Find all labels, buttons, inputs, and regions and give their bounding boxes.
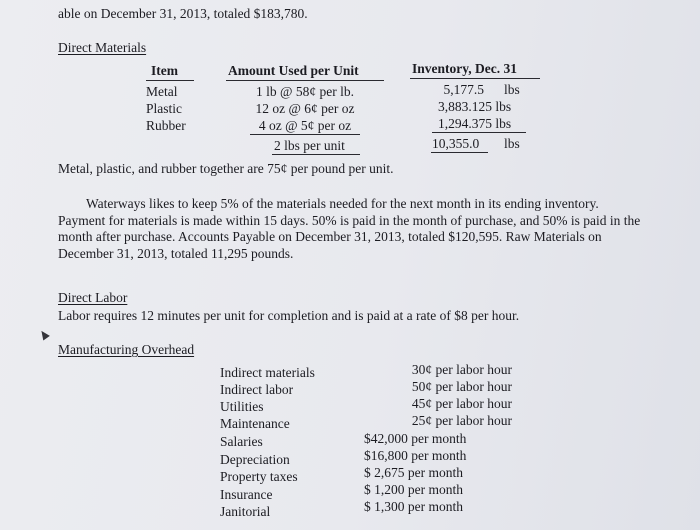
overhead-rate-maintenance: 25¢ per labor hour — [411, 413, 512, 428]
materials-paragraph: Waterways likes to keep 5% of the materials needed for the next month in its ending inventory. Payment for materials is made within 15 days. 50% is paid in the month of purchase, and 50% is paid in the month after purchase. Accounts Payable on December 31, 2013, totaled $120,595. Raw Materials on December 31, 2013, totaled 11,295 pounds. — [58, 196, 641, 261]
amount-metal: 1 lb @ 58¢ per lb. — [256, 84, 354, 99]
inventory-metal-unit: lbs — [504, 82, 520, 97]
direct-materials-heading: Direct Materials — [58, 40, 147, 55]
col-item-underline — [146, 80, 194, 81]
overhead-rate-salaries: $42,000 per month — [364, 431, 467, 446]
item-rubber: Rubber — [146, 118, 186, 133]
inventory-rubber: 1,294.375 lbs — [438, 116, 512, 131]
overhead-rate-property-taxes: $ 2,675 per month — [364, 465, 463, 480]
overhead-rate-depreciation: $16,800 per month — [364, 448, 467, 463]
col-inventory-underline — [410, 78, 540, 79]
overhead-rate-indirect-labor: 50¢ per labor hour — [411, 379, 512, 394]
top-line: able on December 31, 2013, totaled $183,780. — [58, 6, 308, 21]
overhead-label-insurance: Insurance — [220, 487, 273, 502]
overhead-rate-utilities: 45¢ per labor hour — [411, 396, 512, 411]
direct-labor-heading: Direct Labor — [58, 290, 128, 305]
col-amount-header: Amount Used per Unit — [228, 63, 359, 78]
overhead-rate-indirect-materials: 30¢ per labor hour — [411, 362, 512, 377]
inventory-plastic: 3,883.125 lbs — [438, 99, 512, 114]
overhead-rate-janitorial: $ 1,300 per month — [364, 499, 463, 514]
amount-plastic: 12 oz @ 6¢ per oz — [255, 101, 355, 116]
overhead-label-maintenance: Maintenance — [220, 416, 290, 431]
materials-note: Metal, plastic, and rubber together are 75¢ per pound per unit. — [58, 161, 394, 176]
overhead-heading: Manufacturing Overhead — [58, 342, 195, 357]
col-amount-underline — [226, 80, 384, 81]
overhead-label-janitorial: Janitorial — [220, 504, 271, 519]
direct-labor-text: Labor requires 12 minutes per unit for completion and is paid at a rate of $8 per hour. — [58, 308, 520, 323]
col-inventory-header: Inventory, Dec. 31 — [412, 61, 517, 76]
item-metal: Metal — [146, 84, 178, 99]
amount-rubber: 4 oz @ 5¢ per oz — [258, 118, 352, 133]
inventory-total-underline — [431, 152, 488, 153]
item-plastic: Plastic — [146, 101, 182, 116]
amount-total: 2 lbs per unit — [274, 138, 345, 153]
amount-subtotal-line — [250, 134, 360, 135]
overhead-label-indirect-labor: Indirect labor — [220, 382, 294, 397]
overhead-label-indirect-materials: Indirect materials — [220, 365, 315, 380]
col-item-header: Item — [151, 63, 178, 78]
amount-total-underline — [272, 154, 360, 155]
overhead-label-property-taxes: Property taxes — [220, 469, 298, 484]
cursor-pointer-icon — [38, 329, 50, 341]
inventory-total-unit: lbs — [504, 136, 520, 151]
overhead-rate-insurance: $ 1,200 per month — [364, 482, 463, 497]
overhead-label-utilities: Utilities — [220, 399, 264, 414]
inventory-total: 10,355.0 — [432, 136, 480, 151]
inventory-subtotal-line — [432, 132, 526, 133]
overhead-label-depreciation: Depreciation — [220, 452, 290, 467]
overhead-label-salaries: Salaries — [220, 434, 263, 449]
inventory-metal: 5,177.5 — [443, 82, 484, 97]
